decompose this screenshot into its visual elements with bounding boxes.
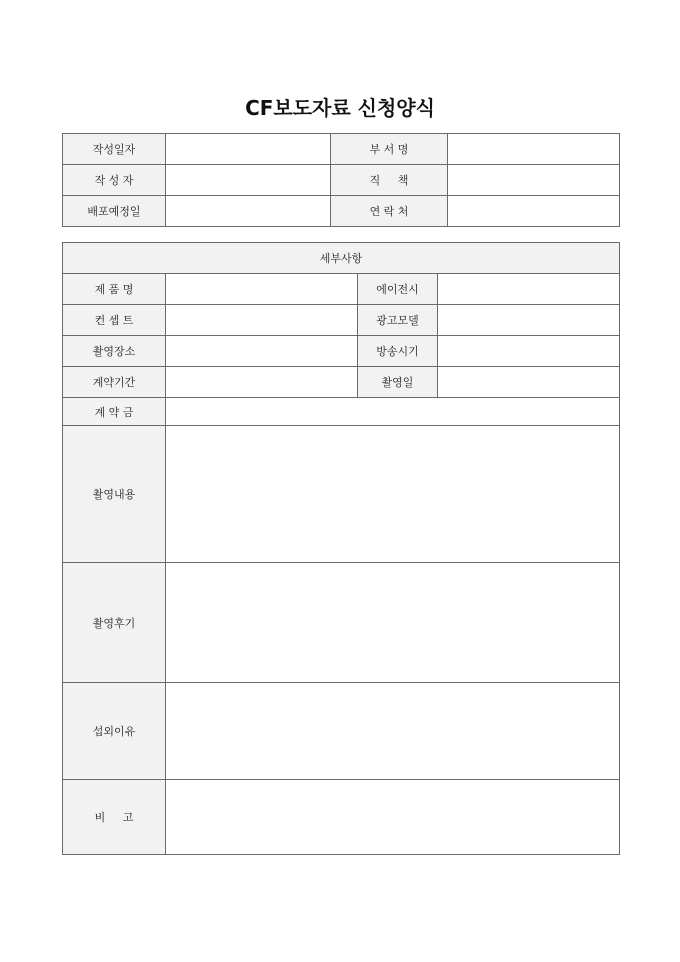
- shoot-review-label: 촬영후기: [63, 563, 166, 683]
- department-field[interactable]: [448, 134, 620, 165]
- broadcast-period-field[interactable]: [438, 336, 620, 367]
- department-label: 부 서 명: [331, 134, 448, 165]
- position-label: 직 책: [331, 165, 448, 196]
- author-date-label: 작성일자: [63, 134, 166, 165]
- shoot-location-label: 촬영장소: [63, 336, 166, 367]
- remarks-label: 비 고: [63, 780, 166, 855]
- shoot-location-field[interactable]: [166, 336, 358, 367]
- contract-amount-label: 계 약 금: [63, 398, 166, 426]
- broadcast-period-label: 방송시기: [358, 336, 438, 367]
- shoot-content-label: 촬영내용: [63, 426, 166, 563]
- author-date-field[interactable]: [166, 134, 331, 165]
- ad-model-label: 광고모델: [358, 305, 438, 336]
- section-title: 세부사항: [63, 243, 620, 274]
- author-label: 작 성 자: [63, 165, 166, 196]
- contract-period-field[interactable]: [166, 367, 358, 398]
- form-title: CF보도자료 신청양식: [245, 96, 435, 120]
- position-field[interactable]: [448, 165, 620, 196]
- release-date-label: 배포예정일: [63, 196, 166, 227]
- product-name-field[interactable]: [166, 274, 358, 305]
- shoot-date-label: 촬영일: [358, 367, 438, 398]
- casting-reason-label: 섭외이유: [63, 683, 166, 780]
- casting-reason-field[interactable]: [166, 683, 620, 780]
- agency-field[interactable]: [438, 274, 620, 305]
- author-field[interactable]: [166, 165, 331, 196]
- release-date-field[interactable]: [166, 196, 331, 227]
- remarks-field[interactable]: [166, 780, 620, 855]
- shoot-review-field[interactable]: [166, 563, 620, 683]
- shoot-date-field[interactable]: [438, 367, 620, 398]
- ad-model-field[interactable]: [438, 305, 620, 336]
- details-table: [62, 242, 620, 855]
- shoot-content-field[interactable]: [166, 426, 620, 563]
- concept-label: 컨 셉 트: [63, 305, 166, 336]
- contract-amount-field[interactable]: [166, 398, 620, 426]
- contact-field[interactable]: [448, 196, 620, 227]
- contract-period-label: 계약기간: [63, 367, 166, 398]
- contact-label: 연 락 처: [331, 196, 448, 227]
- concept-field[interactable]: [166, 305, 358, 336]
- product-name-label: 제 품 명: [63, 274, 166, 305]
- agency-label: 에이전시: [358, 274, 438, 305]
- header-info-table: [62, 133, 620, 227]
